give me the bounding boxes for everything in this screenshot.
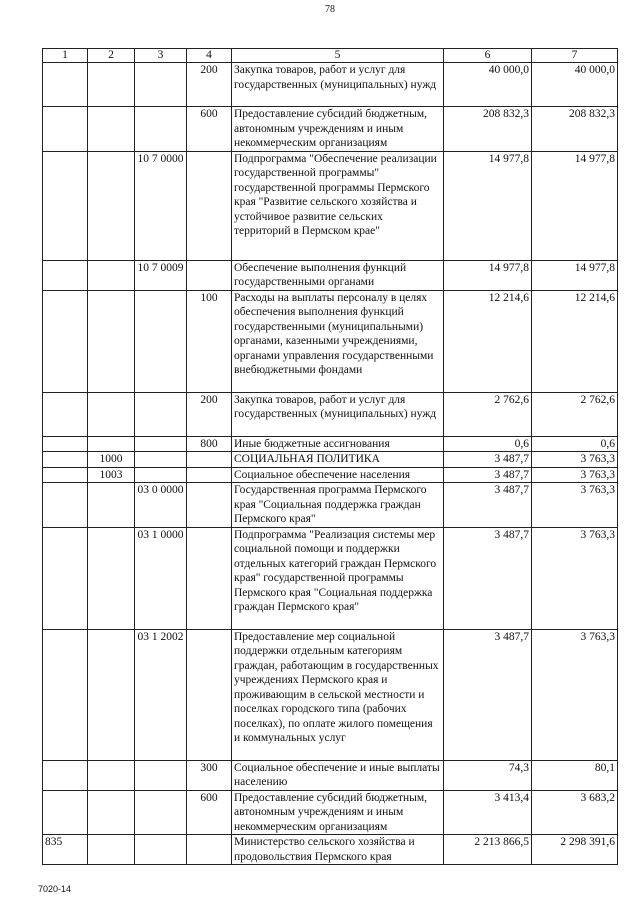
- table-row: [43, 260, 618, 290]
- table-row: [43, 290, 618, 392]
- column-header-3: 3: [135, 49, 187, 63]
- cell-agency-code: [43, 790, 88, 835]
- column-header-5: 5: [232, 49, 444, 63]
- cell-target-code: [135, 452, 187, 468]
- cell-amount-year1: 3 487,7: [444, 629, 532, 760]
- cell-agency-code: [43, 436, 88, 452]
- cell-amount-year2: 80,1: [532, 760, 618, 790]
- cell-expense-type: 100: [187, 290, 232, 392]
- cell-expense-type: [187, 527, 232, 629]
- cell-section-code: [88, 151, 135, 260]
- cell-target-code: [135, 107, 187, 152]
- cell-expense-type: [187, 835, 232, 865]
- cell-section-code: [88, 63, 135, 107]
- cell-amount-year2: 0,6: [532, 436, 618, 452]
- cell-agency-code: [43, 629, 88, 760]
- cell-expense-type: 800: [187, 436, 232, 452]
- table-row: [43, 760, 618, 790]
- column-header-2: 2: [88, 49, 135, 63]
- cell-amount-year2: 14 977,8: [532, 260, 618, 290]
- cell-target-code: [135, 467, 187, 483]
- table-row: [43, 63, 618, 107]
- cell-target-code: [135, 436, 187, 452]
- cell-amount-year2: 40 000,0: [532, 63, 618, 107]
- cell-description: Государственная программа Пермского края "Социальная поддержка граждан Пермского края": [232, 483, 444, 528]
- cell-description: Закупка товаров, работ и услуг для государственных (муниципальных) нужд: [232, 392, 444, 436]
- cell-description: Предоставление мер социальной поддержки отдельным категориям граждан, работающим в государственных учреждениях Пермского края и проживающим в сельской местности и поселках городского типа (рабочих поселках), по оплате жилого помещения и коммунальных услуг: [232, 629, 444, 760]
- table-row: [43, 452, 618, 468]
- cell-amount-year2: 2 298 391,6: [532, 835, 618, 865]
- cell-target-code: [135, 835, 187, 865]
- cell-amount-year1: 3 487,7: [444, 467, 532, 483]
- cell-target-code: 03 1 0000: [135, 527, 187, 629]
- cell-agency-code: 835: [43, 835, 88, 865]
- column-header-6: 6: [444, 49, 532, 63]
- cell-amount-year1: 2 762,6: [444, 392, 532, 436]
- cell-expense-type: 600: [187, 790, 232, 835]
- cell-target-code: [135, 290, 187, 392]
- cell-agency-code: [43, 467, 88, 483]
- cell-target-code: [135, 392, 187, 436]
- cell-description: СОЦИАЛЬНАЯ ПОЛИТИКА: [232, 452, 444, 468]
- cell-agency-code: [43, 151, 88, 260]
- cell-section-code: [88, 290, 135, 392]
- cell-expense-type: 300: [187, 760, 232, 790]
- cell-agency-code: [43, 760, 88, 790]
- footer-code: 7020-14: [38, 884, 72, 894]
- cell-amount-year2: 14 977,8: [532, 151, 618, 260]
- table-header-row: [43, 49, 618, 63]
- cell-description: Социальное обеспечение населения: [232, 467, 444, 483]
- cell-agency-code: [43, 392, 88, 436]
- cell-target-code: 03 0 0000: [135, 483, 187, 528]
- cell-section-code: 1000: [88, 452, 135, 468]
- cell-description: Обеспечение выполнения функций государственными органами: [232, 260, 444, 290]
- table-row: [43, 527, 618, 629]
- cell-agency-code: [43, 290, 88, 392]
- cell-expense-type: [187, 260, 232, 290]
- cell-amount-year2: 2 762,6: [532, 392, 618, 436]
- cell-amount-year2: 3 763,3: [532, 629, 618, 760]
- cell-description: Социальное обеспечение и иные выплаты населению: [232, 760, 444, 790]
- table-row: [43, 483, 618, 528]
- cell-expense-type: 200: [187, 63, 232, 107]
- cell-agency-code: [43, 107, 88, 152]
- cell-amount-year1: 74,3: [444, 760, 532, 790]
- cell-section-code: [88, 760, 135, 790]
- cell-description: Предоставление субсидий бюджетным, автономным учреждениям и иным некоммерческим организациям: [232, 790, 444, 835]
- cell-target-code: 10 7 0009: [135, 260, 187, 290]
- cell-amount-year1: 208 832,3: [444, 107, 532, 152]
- cell-expense-type: 200: [187, 392, 232, 436]
- cell-agency-code: [43, 63, 88, 107]
- cell-section-code: [88, 527, 135, 629]
- cell-description: Подпрограмма "Обеспечение реализации государственной программы" государственной программы Пермского края "Развитие сельского хозяйства и устойчивое развитие сельских территорий в Пермском крае": [232, 151, 444, 260]
- cell-amount-year1: 3 487,7: [444, 527, 532, 629]
- cell-amount-year1: 14 977,8: [444, 151, 532, 260]
- cell-amount-year2: 3 683,2: [532, 790, 618, 835]
- cell-section-code: [88, 392, 135, 436]
- cell-section-code: [88, 629, 135, 760]
- cell-amount-year1: 0,6: [444, 436, 532, 452]
- table-row: [43, 392, 618, 436]
- cell-expense-type: 600: [187, 107, 232, 152]
- cell-amount-year2: 3 763,3: [532, 467, 618, 483]
- budget-table: [42, 48, 618, 865]
- cell-section-code: [88, 790, 135, 835]
- cell-amount-year2: 3 763,3: [532, 483, 618, 528]
- cell-agency-code: [43, 260, 88, 290]
- cell-amount-year1: 12 214,6: [444, 290, 532, 392]
- page-number: 78: [325, 4, 335, 15]
- cell-expense-type: [187, 452, 232, 468]
- column-header-1: 1: [43, 49, 88, 63]
- cell-section-code: [88, 436, 135, 452]
- cell-amount-year2: 3 763,3: [532, 452, 618, 468]
- table-row: [43, 436, 618, 452]
- table-row: [43, 835, 618, 865]
- cell-section-code: [88, 483, 135, 528]
- cell-description: Подпрограмма "Реализация системы мер социальной помощи и поддержки отдельных категорий граждан Пермского края" государственной программы Пермского края "Социальная поддержка граждан Пермского края": [232, 527, 444, 629]
- cell-section-code: [88, 107, 135, 152]
- cell-target-code: 10 7 0000: [135, 151, 187, 260]
- cell-agency-code: [43, 527, 88, 629]
- cell-amount-year2: 208 832,3: [532, 107, 618, 152]
- cell-target-code: [135, 760, 187, 790]
- cell-target-code: [135, 790, 187, 835]
- cell-amount-year1: 40 000,0: [444, 63, 532, 107]
- table-row: [43, 629, 618, 760]
- cell-expense-type: [187, 151, 232, 260]
- cell-section-code: 1003: [88, 467, 135, 483]
- cell-target-code: [135, 63, 187, 107]
- cell-agency-code: [43, 452, 88, 468]
- cell-description: Иные бюджетные ассигнования: [232, 436, 444, 452]
- cell-description: Закупка товаров, работ и услуг для государственных (муниципальных) нужд: [232, 63, 444, 107]
- column-header-7: 7: [532, 49, 618, 63]
- cell-target-code: 03 1 2002: [135, 629, 187, 760]
- table-row: [43, 467, 618, 483]
- cell-section-code: [88, 260, 135, 290]
- column-header-4: 4: [187, 49, 232, 63]
- cell-amount-year1: 3 413,4: [444, 790, 532, 835]
- table-row: [43, 790, 618, 835]
- cell-amount-year1: 14 977,8: [444, 260, 532, 290]
- cell-amount-year1: 3 487,7: [444, 483, 532, 528]
- table-row: [43, 151, 618, 260]
- cell-amount-year2: 3 763,3: [532, 527, 618, 629]
- cell-amount-year2: 12 214,6: [532, 290, 618, 392]
- cell-agency-code: [43, 483, 88, 528]
- table-row: [43, 107, 618, 152]
- cell-description: Министерство сельского хозяйства и продовольствия Пермского края: [232, 835, 444, 865]
- cell-section-code: [88, 835, 135, 865]
- cell-description: Предоставление субсидий бюджетным, автономным учреждениям и иным некоммерческим организациям: [232, 107, 444, 152]
- cell-expense-type: [187, 467, 232, 483]
- cell-description: Расходы на выплаты персоналу в целях обеспечения выполнения функций государственными (муниципальными) органами, казенными учреждениями, органами управления государственными внебюджетными фондами: [232, 290, 444, 392]
- cell-expense-type: [187, 483, 232, 528]
- cell-amount-year1: 3 487,7: [444, 452, 532, 468]
- cell-amount-year1: 2 213 866,5: [444, 835, 532, 865]
- cell-expense-type: [187, 629, 232, 760]
